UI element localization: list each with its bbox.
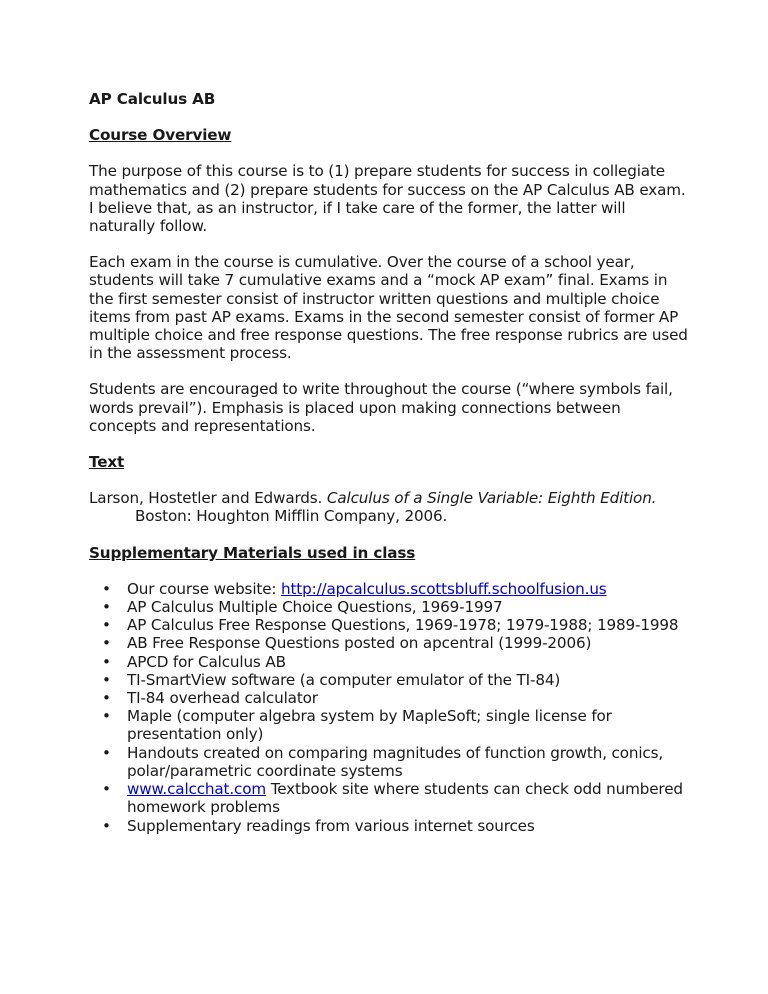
bullet-icon: •: [102, 634, 111, 653]
text-heading: Text: [89, 453, 125, 472]
list-item: [89, 671, 689, 689]
list-item-text: Maple (computer algebra system by MapleSoft; single license for presentation only): [127, 707, 612, 744]
overview-paragraph-exams: Each exam in the course is cumulative. Over the course of a school year, students will take 7 cumulative exams and a “mock AP exam” final. Exams in the first semester consist of instructor written questions and multiple choice items from past AP exams. Exams in the second semester consist of former AP multiple choice and free response questions. The free response rubrics are used in the assessment process.: [89, 253, 688, 363]
list-item-text: APCD for Calculus AB: [127, 652, 286, 671]
list-item-text: TI-SmartView software (a computer emulator of the TI-84): [127, 670, 561, 689]
list-item: [89, 616, 689, 634]
list-item-text: AP Calculus Free Response Questions, 1969-1978; 1979-1988; 1989-1998: [127, 616, 679, 635]
list-item: [89, 780, 689, 816]
list-item-text: Our course website:: [127, 579, 282, 598]
bullet-icon: •: [102, 670, 111, 689]
list-item-text: Handouts created on comparing magnitudes of function growth, conics, polar/parametric coordinate systems: [127, 743, 664, 780]
list-item-text: Supplementary readings from various internet sources: [127, 816, 535, 835]
list-item: [89, 744, 689, 780]
materials-list: [89, 580, 689, 835]
list-item: [89, 634, 689, 652]
list-item: [89, 653, 689, 671]
document-title: AP Calculus AB: [89, 90, 216, 108]
document-page: [89, 90, 689, 835]
list-item: [89, 598, 689, 616]
textbook-citation: [89, 489, 689, 525]
list-item: [89, 689, 689, 707]
list-item: [89, 580, 689, 598]
supplementary-materials-heading: Supplementary Materials used in class: [89, 543, 416, 562]
overview-paragraph-purpose: The purpose of this course is to (1) prepare students for success in collegiate mathematics and (2) prepare students for success on the AP Calculus AB exam. I believe that, as an instructor, if I take care of the former, the latter will naturally follow.: [89, 162, 686, 236]
bullet-icon: •: [102, 579, 111, 598]
bullet-icon: •: [102, 707, 111, 726]
list-item-text: AB Free Response Questions posted on apcentral (1999-2006): [127, 634, 592, 653]
bullet-icon: •: [102, 780, 111, 799]
bullet-icon: •: [102, 743, 111, 762]
bullet-icon: •: [102, 616, 111, 635]
bullet-icon: •: [102, 689, 111, 708]
bullet-icon: •: [102, 652, 111, 671]
course-overview-heading: Course Overview: [89, 126, 232, 145]
citation-authors: Larson, Hostetler and Edwards.: [89, 489, 327, 508]
list-item-text: AP Calculus Multiple Choice Questions, 1969-1997: [127, 598, 503, 617]
list-item-text: TI-84 overhead calculator: [127, 689, 318, 708]
course-website-link[interactable]: http://apcalculus.scottsbluff.schoolfusion.us: [281, 579, 607, 598]
list-item: [89, 817, 689, 835]
list-item-text: Textbook site where students can check odd numbered homework problems: [127, 780, 683, 817]
calcchat-link[interactable]: www.calcchat.com: [127, 780, 267, 799]
bullet-icon: •: [102, 816, 111, 835]
citation-book-title: Calculus of a Single Variable: Eighth Edition.: [326, 489, 657, 508]
citation-publisher: Boston: Houghton Mifflin Company, 2006.: [135, 507, 448, 526]
list-item: [89, 707, 689, 743]
overview-paragraph-writing: Students are encouraged to write throughout the course (“where symbols fail, words prevail”). Emphasis is placed upon making connections between concepts and representations.: [89, 380, 673, 435]
bullet-icon: •: [102, 598, 111, 617]
